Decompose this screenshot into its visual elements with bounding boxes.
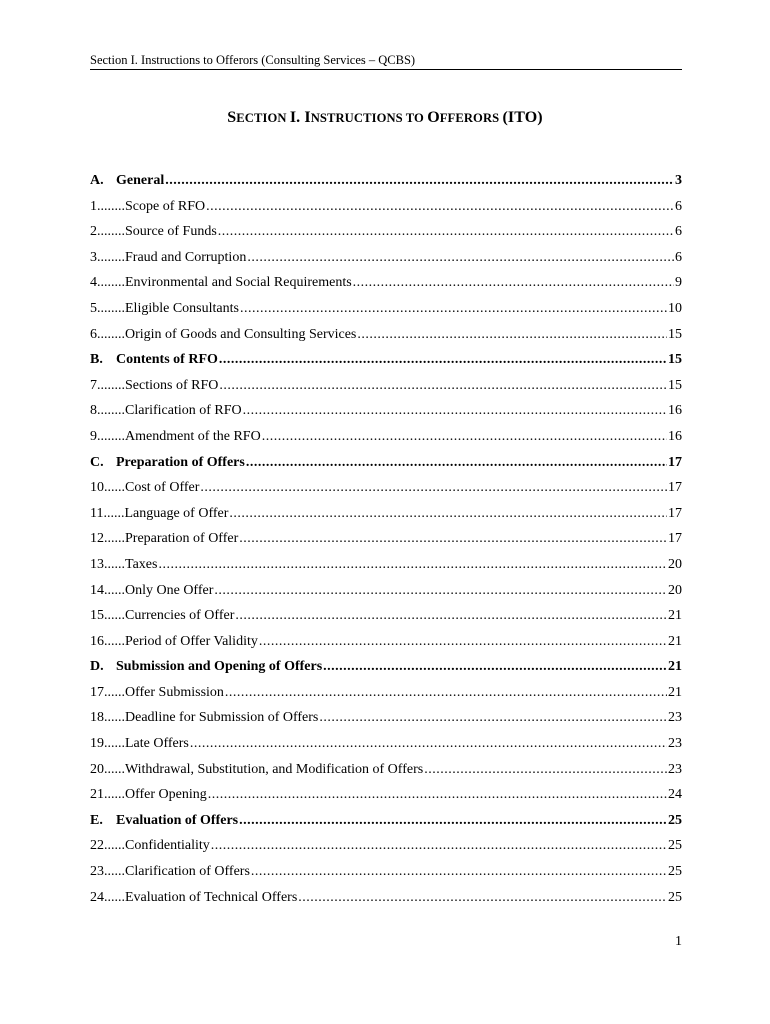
page-header — [90, 52, 682, 70]
title-part: (ITO) — [502, 109, 543, 126]
toc-item-row[interactable] — [90, 270, 682, 296]
toc-item-row[interactable] — [90, 219, 682, 245]
toc-label: Contents of RFO — [116, 352, 218, 368]
toc-page-number: 6 — [675, 224, 682, 240]
toc-number: B. — [90, 352, 103, 368]
toc-number: 5........ — [90, 300, 125, 316]
toc-page-number: 20 — [668, 556, 682, 572]
dot-leader — [225, 680, 667, 706]
title-part: I. I — [289, 109, 311, 126]
toc-label: Offer Submission — [125, 684, 224, 700]
toc-number: 14...... — [90, 582, 125, 598]
dot-leader — [319, 705, 667, 731]
toc-section-row[interactable] — [90, 808, 682, 834]
toc-label: Evaluation of Offers — [116, 812, 239, 828]
dot-leader — [239, 526, 667, 552]
document-title — [0, 109, 770, 127]
dot-leader — [298, 885, 667, 911]
toc-item-row[interactable] — [90, 501, 682, 527]
toc-page-number: 15 — [668, 326, 682, 342]
toc-item-row[interactable] — [90, 731, 682, 757]
title-part: NSTRUCTIONS TO — [310, 111, 428, 125]
toc-page-number: 21 — [668, 659, 682, 675]
toc-item-row[interactable] — [90, 398, 682, 424]
toc-item-row[interactable] — [90, 424, 682, 450]
dot-leader — [251, 859, 667, 885]
toc-page-number: 16 — [668, 428, 682, 444]
toc-item-row[interactable] — [90, 603, 682, 629]
toc-label: Scope of RFO — [125, 198, 206, 214]
dot-leader — [247, 245, 674, 271]
toc-number: D. — [90, 659, 104, 675]
dot-leader — [357, 322, 667, 348]
dot-leader — [208, 782, 667, 808]
toc-item-row[interactable] — [90, 296, 682, 322]
toc-label: Withdrawal, Substitution, and Modification of Offers — [125, 761, 424, 777]
toc-label: Confidentiality — [125, 838, 210, 854]
toc-number: 22...... — [90, 838, 125, 854]
toc-page-number: 21 — [668, 608, 682, 624]
toc-item-row[interactable] — [90, 373, 682, 399]
toc-number: E. — [90, 812, 103, 828]
dot-leader — [158, 552, 667, 578]
toc-label: Clarification of Offers — [125, 864, 250, 880]
dot-leader — [353, 270, 674, 296]
toc-item-row[interactable] — [90, 629, 682, 655]
title-part: FFERORS — [439, 111, 503, 125]
toc-section-row[interactable] — [90, 654, 682, 680]
toc-number: 20...... — [90, 761, 125, 777]
toc-page-number: 23 — [668, 736, 682, 752]
toc-label: Amendment of the RFO — [125, 428, 261, 444]
toc-label: Only One Offer — [125, 582, 214, 598]
toc-label: Environmental and Social Requirements — [125, 275, 352, 291]
toc-page-number: 23 — [668, 761, 682, 777]
toc-page-number: 6 — [675, 198, 682, 214]
toc-number: 4........ — [90, 275, 125, 291]
toc-item-row[interactable] — [90, 578, 682, 604]
toc-label: Late Offers — [125, 736, 189, 752]
toc-item-row[interactable] — [90, 194, 682, 220]
toc-section-row[interactable] — [90, 450, 682, 476]
toc-number: 24...... — [90, 889, 125, 905]
dot-leader — [259, 629, 667, 655]
dot-leader — [323, 654, 667, 680]
toc-number: 7........ — [90, 377, 125, 393]
toc-number: 13...... — [90, 556, 125, 572]
dot-leader — [262, 424, 667, 450]
toc-page-number: 17 — [668, 505, 682, 521]
toc-page-number: 6 — [675, 249, 682, 265]
toc-page-number: 25 — [668, 812, 682, 828]
dot-leader — [206, 194, 674, 220]
toc-label: Offer Opening — [125, 787, 207, 803]
toc-page-number: 21 — [668, 633, 682, 649]
toc-item-row[interactable] — [90, 552, 682, 578]
toc-label: Deadline for Submission of Offers — [125, 710, 319, 726]
table-of-contents — [90, 168, 682, 910]
toc-number: 6........ — [90, 326, 125, 342]
toc-page-number: 3 — [675, 173, 682, 188]
toc-item-row[interactable] — [90, 526, 682, 552]
toc-page-number: 23 — [668, 710, 682, 726]
toc-page-number: 15 — [668, 352, 682, 368]
toc-page-number: 25 — [668, 864, 682, 880]
toc-label: Period of Offer Validity — [125, 633, 258, 649]
toc-number: 17...... — [90, 684, 125, 700]
toc-page-number: 20 — [668, 582, 682, 598]
toc-number: 18...... — [90, 710, 125, 726]
dot-leader — [219, 373, 667, 399]
toc-number: 10...... — [90, 480, 125, 496]
dot-leader — [219, 347, 667, 373]
toc-number: 12...... — [90, 531, 125, 547]
toc-label: Eligible Consultants — [125, 300, 239, 316]
page-number: 1 — [675, 934, 682, 949]
toc-number: 11...... — [90, 505, 125, 521]
toc-item-row[interactable] — [90, 757, 682, 783]
dot-leader — [240, 296, 667, 322]
toc-item-row[interactable] — [90, 833, 682, 859]
toc-page-number: 25 — [668, 838, 682, 854]
toc-page-number: 17 — [668, 480, 682, 496]
header-text: Section I. Instructions to Offerors (Consulting Services – QCBS) — [90, 53, 416, 67]
toc-item-row[interactable] — [90, 680, 682, 706]
toc-section-row[interactable] — [90, 168, 682, 194]
title-part: ECTION — [236, 111, 290, 125]
toc-label: Language of Offer — [124, 505, 229, 521]
dot-leader — [211, 833, 667, 859]
toc-number: C. — [90, 454, 104, 470]
toc-label: Source of Funds — [125, 224, 217, 240]
toc-section-row[interactable] — [90, 347, 682, 373]
toc-page-number: 21 — [668, 684, 682, 700]
dot-leader — [165, 168, 674, 194]
toc-number: 8........ — [90, 403, 125, 419]
toc-label: Submission and Opening of Offers — [116, 659, 323, 675]
toc-number: 21...... — [90, 787, 125, 803]
toc-label: Clarification of RFO — [125, 403, 242, 419]
toc-item-row[interactable] — [90, 705, 682, 731]
toc-page-number: 24 — [668, 787, 682, 803]
toc-item-row[interactable] — [90, 245, 682, 271]
toc-number: 1........ — [90, 198, 125, 214]
dot-leader — [200, 475, 667, 501]
toc-label: Evaluation of Technical Offers — [125, 889, 298, 905]
toc-label: General — [116, 173, 165, 188]
toc-number: 15...... — [90, 608, 125, 624]
title-part: O — [427, 109, 440, 126]
toc-number: A. — [90, 173, 104, 188]
toc-label: Sections of RFO — [125, 377, 219, 393]
toc-number: 3........ — [90, 249, 125, 265]
dot-leader — [190, 731, 667, 757]
toc-page-number: 9 — [675, 275, 682, 291]
dot-leader — [235, 603, 667, 629]
toc-number: 19...... — [90, 736, 125, 752]
toc-number: 16...... — [90, 633, 125, 649]
toc-label: Currencies of Offer — [125, 608, 235, 624]
toc-page-number: 16 — [668, 403, 682, 419]
toc-page-number: 17 — [668, 454, 682, 470]
dot-leader — [229, 501, 667, 527]
toc-number: 9........ — [90, 428, 125, 444]
toc-page-number: 25 — [668, 889, 682, 905]
dot-leader — [214, 578, 667, 604]
dot-leader — [239, 808, 667, 834]
toc-item-row[interactable] — [90, 859, 682, 885]
toc-number: 2........ — [90, 224, 125, 240]
toc-item-row[interactable] — [90, 885, 682, 911]
title-part: S — [227, 109, 237, 126]
toc-item-row[interactable] — [90, 475, 682, 501]
dot-leader — [246, 450, 667, 476]
toc-number: 23...... — [90, 864, 125, 880]
toc-page-number: 10 — [668, 300, 682, 316]
toc-label: Origin of Goods and Consulting Services — [125, 326, 357, 342]
toc-item-row[interactable] — [90, 322, 682, 348]
toc-label: Preparation of Offers — [116, 454, 245, 470]
dot-leader — [243, 398, 667, 424]
toc-label: Fraud and Corruption — [125, 249, 247, 265]
toc-label: Cost of Offer — [125, 480, 200, 496]
dot-leader — [424, 757, 667, 783]
toc-page-number: 17 — [668, 531, 682, 547]
toc-item-row[interactable] — [90, 782, 682, 808]
toc-label: Preparation of Offer — [125, 531, 239, 547]
dot-leader — [218, 219, 674, 245]
toc-page-number: 15 — [668, 377, 682, 393]
toc-label: Taxes — [125, 556, 158, 572]
